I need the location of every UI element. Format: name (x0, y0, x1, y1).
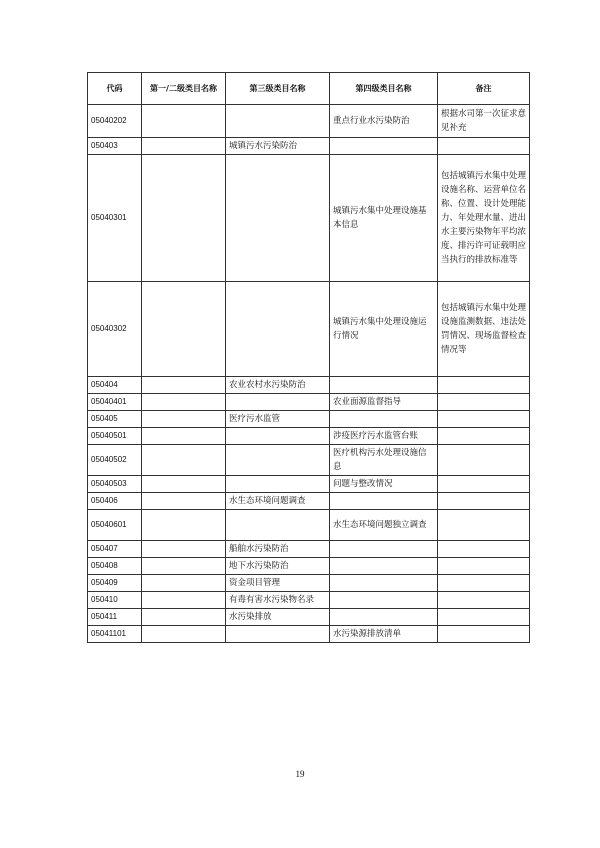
code-cell: 050410 (88, 592, 142, 609)
note-cell (438, 476, 530, 493)
level3-cell: 资金项目管理 (226, 575, 330, 592)
code-cell: 05040302 (88, 282, 142, 377)
level4-cell (330, 493, 438, 510)
level12-cell (142, 541, 226, 558)
level12-cell (142, 575, 226, 592)
code-cell: 05040401 (88, 394, 142, 411)
table-row (88, 592, 530, 609)
level4-cell: 水生态环境问题独立调查 (330, 510, 438, 541)
level4-cell: 城镇污水集中处理设施运行情况 (330, 282, 438, 377)
level4-cell: 城镇污水集中处理设施基本信息 (330, 155, 438, 282)
page-number: 19 (295, 769, 305, 779)
level3-cell (226, 510, 330, 541)
note-cell (438, 541, 530, 558)
table-row (88, 411, 530, 428)
catalog-table (87, 72, 530, 643)
note-cell (438, 592, 530, 609)
level4-cell: 涉疫医疗污水监管台账 (330, 428, 438, 445)
note-cell (438, 575, 530, 592)
table-row (88, 105, 530, 138)
code-cell: 05040202 (88, 105, 142, 138)
table-row (88, 394, 530, 411)
level12-cell (142, 394, 226, 411)
code-cell: 050411 (88, 609, 142, 626)
level12-cell (142, 428, 226, 445)
code-cell: 050404 (88, 377, 142, 394)
level12-cell (142, 592, 226, 609)
note-cell (438, 445, 530, 476)
level4-cell (330, 541, 438, 558)
level4-cell (330, 609, 438, 626)
table-row (88, 626, 530, 643)
level12-cell (142, 476, 226, 493)
note-cell: 根据水司第一次征求意见补充 (438, 105, 530, 138)
table-row (88, 282, 530, 377)
note-cell (438, 138, 530, 155)
level12-cell (142, 138, 226, 155)
note-cell (438, 609, 530, 626)
level3-cell (226, 428, 330, 445)
note-cell (438, 411, 530, 428)
level4-cell: 问题与整改情况 (330, 476, 438, 493)
header-row (88, 73, 530, 105)
note-cell (438, 558, 530, 575)
note-cell (438, 377, 530, 394)
level3-cell: 城镇污水污染防治 (226, 138, 330, 155)
level3-cell: 船舶水污染防治 (226, 541, 330, 558)
table-row (88, 510, 530, 541)
level3-cell: 农业农村水污染防治 (226, 377, 330, 394)
code-cell: 050409 (88, 575, 142, 592)
level4-cell: 农业面源监督指导 (330, 394, 438, 411)
level12-cell (142, 411, 226, 428)
header-note: 备注 (438, 73, 530, 105)
level4-cell: 医疗机构污水处理设施信息 (330, 445, 438, 476)
level3-cell: 水生态环境问题调查 (226, 493, 330, 510)
code-cell: 050403 (88, 138, 142, 155)
level12-cell (142, 510, 226, 541)
code-cell: 05040501 (88, 428, 142, 445)
table-row (88, 445, 530, 476)
code-cell: 050405 (88, 411, 142, 428)
header-level4: 第四级类目名称 (330, 73, 438, 105)
level4-cell (330, 558, 438, 575)
level4-cell: 水污染源排放清单 (330, 626, 438, 643)
code-cell: 05040601 (88, 510, 142, 541)
note-cell (438, 626, 530, 643)
level12-cell (142, 377, 226, 394)
code-cell: 05040301 (88, 155, 142, 282)
table-row (88, 493, 530, 510)
code-cell: 050406 (88, 493, 142, 510)
level12-cell (142, 626, 226, 643)
table-row (88, 428, 530, 445)
note-cell (438, 428, 530, 445)
level4-cell (330, 575, 438, 592)
table-row (88, 541, 530, 558)
table-row (88, 575, 530, 592)
level3-cell (226, 445, 330, 476)
level3-cell (226, 155, 330, 282)
level3-cell (226, 105, 330, 138)
level3-cell (226, 282, 330, 377)
note-cell (438, 493, 530, 510)
level3-cell: 医疗污水监管 (226, 411, 330, 428)
level3-cell (226, 626, 330, 643)
table-row (88, 558, 530, 575)
table-row (88, 138, 530, 155)
table-row (88, 155, 530, 282)
code-cell: 05041101 (88, 626, 142, 643)
level4-cell (330, 411, 438, 428)
header-code: 代码 (88, 73, 142, 105)
header-level3: 第三级类目名称 (226, 73, 330, 105)
level12-cell (142, 493, 226, 510)
header-level12: 第一/二级类目名称 (142, 73, 226, 105)
level3-cell: 地下水污染防治 (226, 558, 330, 575)
code-cell: 05040503 (88, 476, 142, 493)
level3-cell (226, 476, 330, 493)
code-cell: 050408 (88, 558, 142, 575)
note-cell: 包括城镇污水集中处理设施名称、运营单位名称、位置、设计处理能力、年处理水量、进出水主要污染物年平均浓度、排污许可证载明应当执行的排放标准等 (438, 155, 530, 282)
table-row (88, 609, 530, 626)
code-cell: 05040502 (88, 445, 142, 476)
level4-cell (330, 377, 438, 394)
note-cell (438, 394, 530, 411)
level12-cell (142, 105, 226, 138)
level4-cell (330, 138, 438, 155)
code-cell: 050407 (88, 541, 142, 558)
level12-cell (142, 558, 226, 575)
table-row (88, 377, 530, 394)
level12-cell (142, 445, 226, 476)
table-row (88, 476, 530, 493)
level3-cell: 水污染排放 (226, 609, 330, 626)
level4-cell: 重点行业水污染防治 (330, 105, 438, 138)
note-cell (438, 510, 530, 541)
level4-cell (330, 592, 438, 609)
level12-cell (142, 282, 226, 377)
note-cell: 包括城镇污水集中处理设施监测数据、违法处罚情况、现场监督检查情况等 (438, 282, 530, 377)
level12-cell (142, 609, 226, 626)
level12-cell (142, 155, 226, 282)
level3-cell (226, 394, 330, 411)
level3-cell: 有毒有害水污染物名录 (226, 592, 330, 609)
